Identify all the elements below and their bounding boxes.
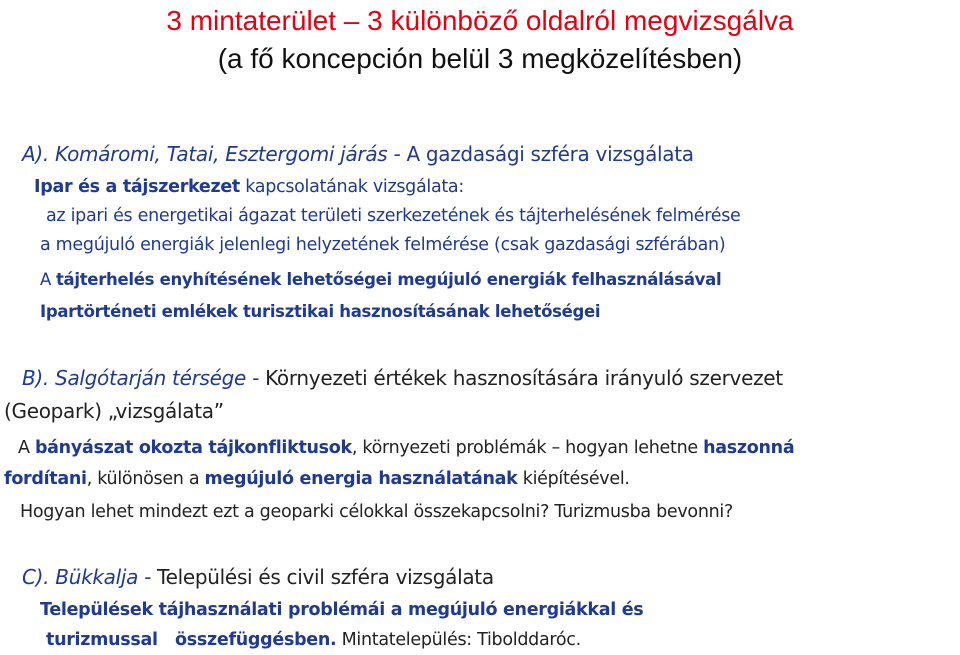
section-a-line-5: A tájterhelés enyhítésének lehetőségei megújuló energiák felhasználásával <box>40 270 722 289</box>
section-a-line-4: a megújuló energiák jelenlegi helyzetének felmérése (csak gazdasági szférában) <box>40 235 726 255</box>
section-b-title-cont: (Geopark) „vizsgálata” <box>4 399 224 423</box>
section-b-region: Salgótarján térsége - <box>55 366 266 390</box>
section-a-heading <box>22 141 694 167</box>
slide-subtitle: (a fő koncepción belül 3 megközelítésben) <box>217 43 743 74</box>
section-b-title: Környezeti értékek hasznosítására irányuló szervezet <box>265 366 783 390</box>
section-a-line-6: Ipartörténeti emlékek turisztikai hasznosításának lehetőségei <box>40 302 601 321</box>
section-b-label: B). <box>22 366 56 390</box>
section-a-region: Komáromi, Tatai, Esztergomi járás - <box>55 142 407 166</box>
section-c-title: Települési és civil szféra vizsgálata <box>157 565 494 589</box>
section-c-line-2: Települések tájhasználati problémái a megújuló energiákkal és <box>40 600 644 620</box>
section-b-heading <box>22 365 783 391</box>
section-b-line-4: fordítani, különösen a megújuló energia használatának kiépítésével. <box>4 469 630 489</box>
section-c-label: C). <box>22 565 56 589</box>
section-a-line-3: az ipari és energetikai ágazat területi szerkezetének és tájterhelésének felmérése <box>46 206 741 226</box>
section-a-label: A). <box>22 142 55 166</box>
section-c-heading <box>22 564 494 590</box>
section-b-line-5: Hogyan lehet mindezt ezt a geoparki célokkal összekapcsolni? Turizmusba bevonni? <box>20 502 733 522</box>
section-c-region: Bükkalja - <box>55 565 158 589</box>
slide-title: 3 mintaterület – 3 különböző oldalról megvizsgálva <box>166 5 794 36</box>
section-a-title: A gazdasági szféra vizsgálata <box>406 142 694 166</box>
section-b-line-3: A bányászat okozta tájkonfliktusok, környezeti problémák – hogyan lehetne haszonná <box>18 438 795 458</box>
section-c-line-3: turizmussal összefüggésben. Mintatelepülés: Tibolddaróc. <box>46 630 581 650</box>
section-a-line-2: Ipar és a tájszerkezet kapcsolatának vizsgálata: <box>34 177 464 197</box>
